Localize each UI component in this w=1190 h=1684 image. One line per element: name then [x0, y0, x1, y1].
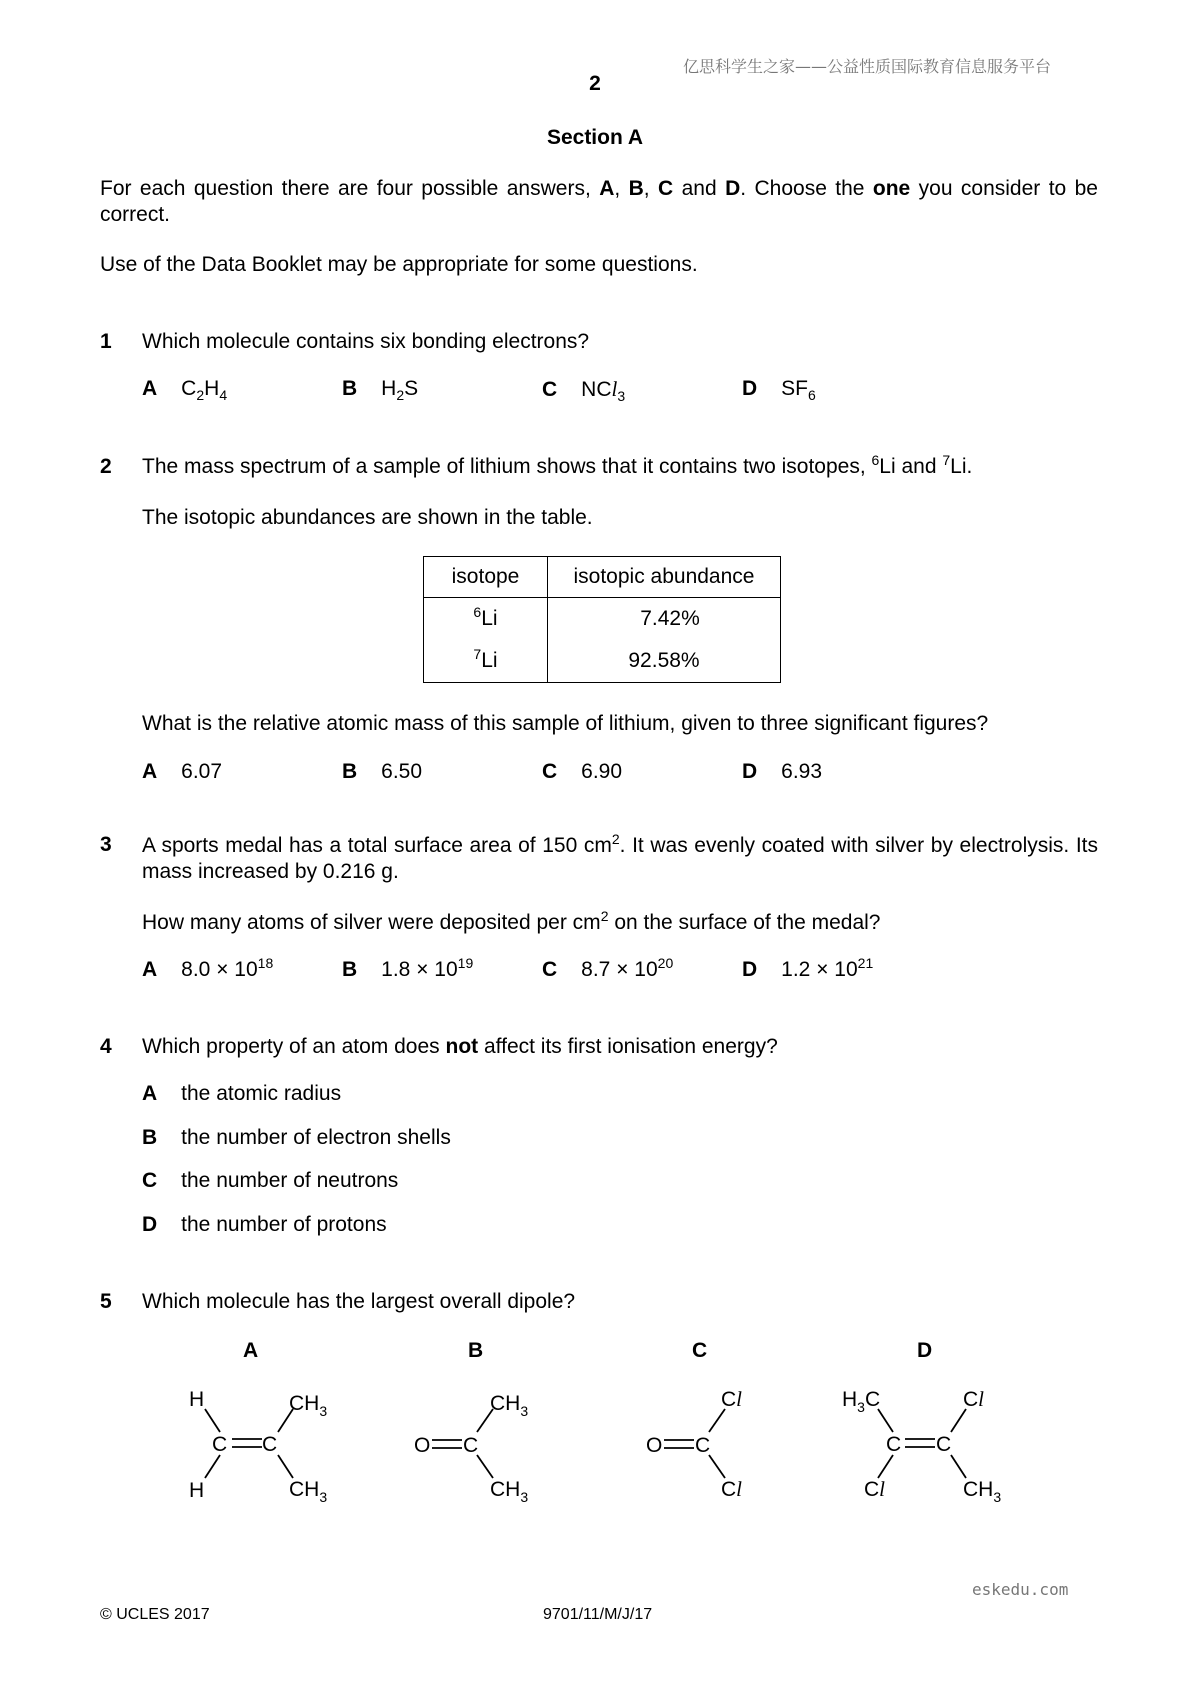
- q4-option-b: B the number of electron shells: [142, 1126, 451, 1149]
- question-2-text: The mass spectrum of a sample of lithium shows that it contains two isotopes, $^6$Li and $^7$Li.: [142, 452, 973, 478]
- q1-option-b: B $H_2S$: [342, 377, 419, 404]
- atom-c: C: [886, 1433, 902, 1456]
- instructions: For each question there are four possible answers, A, B, C and D. Choose the one you consider to be correct.: [100, 177, 1098, 226]
- structure-label-d: D: [917, 1339, 933, 1362]
- question-3-question: How many atoms of silver were deposited per $cm^2$ on the surface of the medal?: [142, 908, 881, 934]
- question-2-number: 2: [100, 455, 112, 478]
- q1-option-d: D $SF_6$: [742, 377, 816, 404]
- question-1-number: 1: [100, 330, 112, 353]
- atom-c: C: [212, 1433, 228, 1456]
- isotope-table: [423, 556, 781, 683]
- q4-option-a: A the atomic radius: [142, 1082, 342, 1105]
- isotope-cell: $^6$Li: [424, 598, 548, 641]
- q1-option-c: C NCl$_3$: [542, 377, 626, 405]
- group-h3c: $H_3C$: [842, 1388, 881, 1415]
- q2-option-a: A 6.07: [142, 760, 223, 783]
- abundance-cell: 7.42%: [548, 598, 781, 641]
- atom-c: C: [262, 1433, 278, 1456]
- atom-o: O: [646, 1434, 663, 1457]
- footer-copyright: © UCLES 2017: [100, 1606, 210, 1623]
- question-1-text: Which molecule contains six bonding electrons?: [142, 330, 590, 353]
- table-header-isotope: isotope: [424, 557, 548, 598]
- atom-c: C: [695, 1434, 711, 1457]
- group-ch3: $CH_3$: [289, 1478, 328, 1505]
- q3-option-b: B $1.8 \times 10^{19}$: [342, 955, 474, 981]
- question-5-number: 5: [100, 1290, 112, 1313]
- question-4-number: 4: [100, 1035, 112, 1058]
- q3-option-c: C $8.7 \times 10^{20}$: [542, 955, 674, 981]
- structure-label-a: A: [243, 1339, 259, 1362]
- page-number: 2: [589, 72, 601, 95]
- dipole-structures: [0, 1320, 1190, 1520]
- watermark-text: 亿思科学生之家——公益性质国际教育信息服务平台: [683, 57, 1052, 76]
- q1-option-a: A $C_2H_4$: [142, 377, 228, 404]
- atom-cl: Cl: [864, 1477, 886, 1501]
- group-ch3: $CH_3$: [490, 1478, 529, 1505]
- structure-label-c: C: [692, 1339, 708, 1362]
- q2-option-d: D 6.93: [742, 760, 823, 783]
- group-ch3: $CH_3$: [963, 1478, 1002, 1505]
- question-3-text: A sports medal has a total surface area of 150 $cm^2$. It was evenly coated with silver by electrolysis. Its mass increased by 0.216 g.: [142, 831, 1099, 883]
- data-booklet-note: Use of the Data Booklet may be appropriate for some questions.: [100, 253, 698, 276]
- atom-h: H: [189, 1479, 205, 1502]
- atom-cl: Cl: [721, 1387, 743, 1411]
- table-header-abundance: isotopic abundance: [548, 557, 781, 598]
- q3-option-d: D $1.2 \times 10^{21}$: [742, 955, 874, 981]
- atom-cl: Cl: [963, 1387, 985, 1411]
- question-5-text: Which molecule has the largest overall dipole?: [142, 1290, 576, 1313]
- question-3-number: 3: [100, 833, 112, 856]
- question-4-text: Which property of an atom does not affect its first ionisation energy?: [142, 1035, 778, 1058]
- atom-cl: Cl: [721, 1477, 743, 1501]
- question-2-table-intro: The isotopic abundances are shown in the table.: [142, 506, 593, 529]
- group-ch3: $CH_3$: [289, 1392, 328, 1419]
- abundance-cell: 92.58%: [548, 640, 781, 683]
- question-2-question: What is the relative atomic mass of this sample of lithium, given to three significant figures?: [142, 712, 989, 735]
- footer-paper-code: 9701/11/M/J/17: [543, 1606, 653, 1623]
- structure-label-b: B: [468, 1339, 484, 1362]
- group-ch3: $CH_3$: [490, 1392, 529, 1419]
- q4-option-c: C the number of neutrons: [142, 1169, 399, 1192]
- isotope-cell: $^7$Li: [424, 640, 548, 683]
- table-row: [424, 640, 781, 683]
- q3-option-a: A $8.0 \times 10^{18}$: [142, 955, 274, 981]
- q4-option-d: D the number of protons: [142, 1213, 387, 1236]
- q2-option-c: C 6.90: [542, 760, 623, 783]
- atom-c: C: [463, 1434, 479, 1457]
- atom-c: C: [936, 1433, 952, 1456]
- atom-o: O: [414, 1434, 431, 1457]
- atom-h: H: [189, 1388, 205, 1411]
- site-watermark: eskedu.com: [972, 1580, 1069, 1599]
- section-title: Section A: [546, 126, 644, 149]
- table-row: [424, 598, 781, 641]
- q2-option-b: B 6.50: [342, 760, 423, 783]
